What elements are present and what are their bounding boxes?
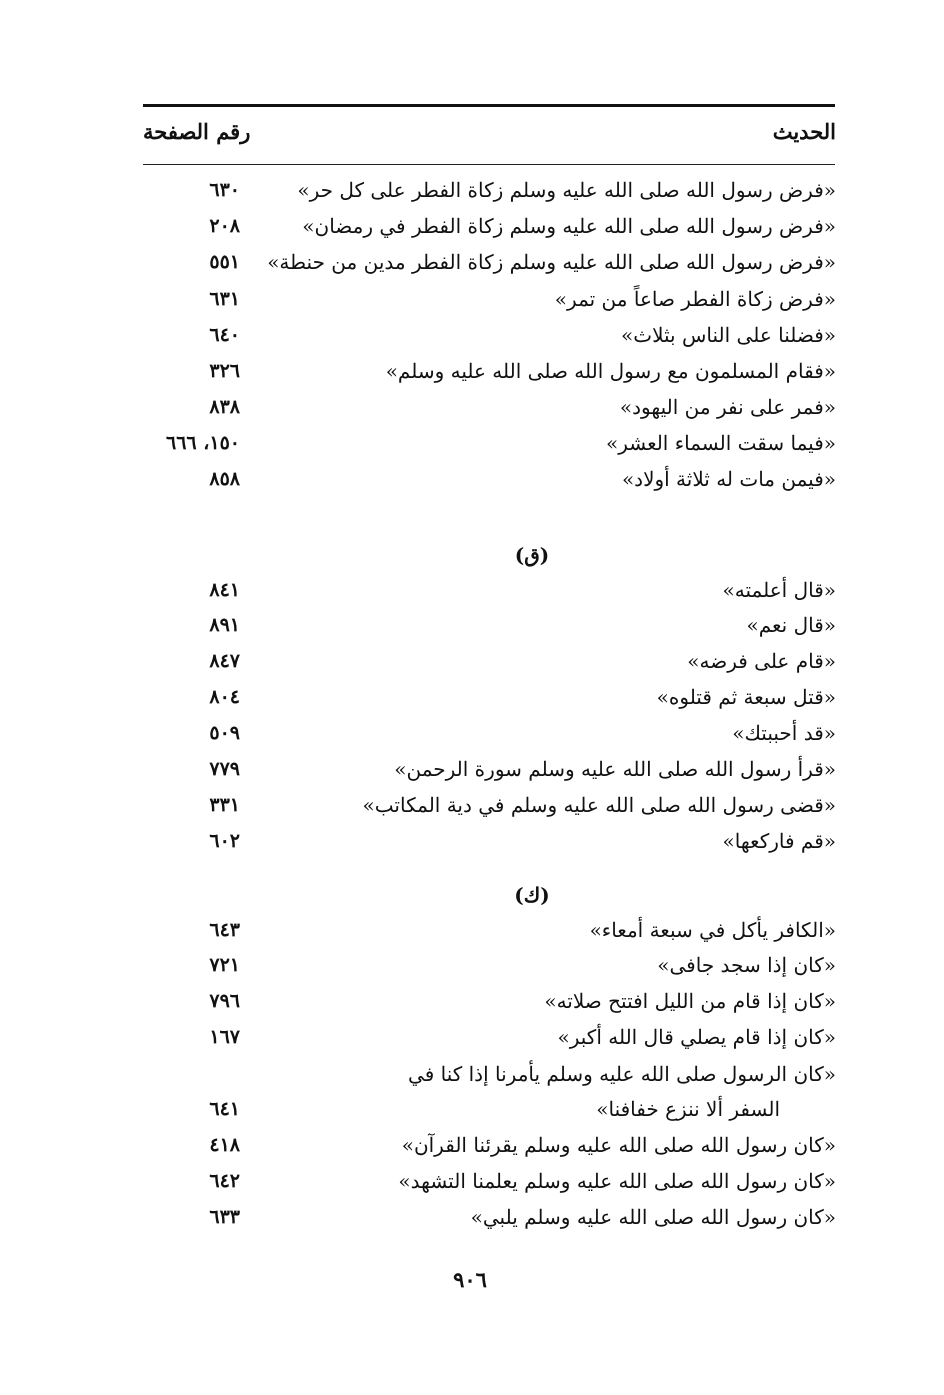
page-reference: ٦٤١ — [209, 1098, 240, 1120]
hadith-text: «الكافر يأكل في سبعة أمعاء» — [589, 918, 836, 942]
page-reference: ٢٠٨ — [209, 215, 240, 237]
page-reference: ٥٥١ — [209, 251, 240, 273]
page-reference: ١٦٧ — [209, 1026, 240, 1048]
index-entry — [130, 751, 836, 787]
hadith-text: «قتل سبعة ثم قتلوه» — [656, 685, 836, 709]
page-reference: ٥٠٩ — [209, 722, 240, 744]
page-reference: ٧٢١ — [209, 954, 240, 976]
page-reference: ٨٣٨ — [209, 396, 240, 418]
column-header-page-number: رقم الصفحة — [143, 119, 251, 144]
page-reference: ٨٥٨ — [209, 468, 240, 490]
hadith-text: «قال نعم» — [746, 613, 836, 637]
index-entry — [130, 1199, 836, 1235]
index-entry — [130, 461, 836, 497]
hadith-text: «كان الرسول صلى الله عليه وسلم يأمرنا إذا كنا في — [408, 1062, 836, 1086]
hadith-text: «كان إذا قام من الليل افتتح صلاته» — [544, 989, 836, 1013]
index-entry — [130, 1163, 836, 1199]
hadith-text: «كان رسول الله صلى الله عليه وسلم يلبي» — [470, 1205, 836, 1229]
hadith-text: «قم فاركعها» — [722, 829, 836, 853]
hadith-text: «قام على فرضه» — [687, 649, 836, 673]
index-entry-continuation — [130, 1091, 836, 1127]
index-entry — [130, 572, 836, 608]
hadith-text: «كان رسول الله صلى الله عليه وسلم يعلمنا التشهد» — [398, 1169, 836, 1193]
page-reference: ٦٤٠ — [209, 324, 240, 346]
section-heading: (ك) — [514, 883, 550, 907]
index-entry — [130, 1127, 836, 1163]
hadith-text: «فمر على نفر من اليهود» — [619, 395, 836, 419]
header-rule — [143, 164, 835, 165]
page-reference: ٦٣٣ — [209, 1206, 240, 1228]
index-entry — [130, 983, 836, 1019]
page-reference: ٦٤٢ — [209, 1170, 240, 1192]
hadith-text: «فقام المسلمون مع رسول الله صلى الله عليه وسلم» — [385, 359, 836, 383]
hadith-text: «فيمن مات له ثلاثة أولاد» — [621, 467, 836, 491]
page-folio-number: ٩٠٦ — [453, 1267, 487, 1292]
hadith-text: «قد أحببتك» — [732, 721, 836, 745]
index-entry — [130, 317, 836, 353]
hadith-text: «فرض رسول الله صلى الله عليه وسلم زكاة الفطر على كل حر» — [297, 178, 836, 202]
hadith-text: «قضى رسول الله صلى الله عليه وسلم في دية المكاتب» — [362, 793, 836, 817]
page-reference: ١٥٠، ٦٦٦ — [166, 432, 240, 454]
page-reference: ٨٩١ — [209, 614, 240, 636]
index-entry — [130, 643, 836, 679]
index-entry-first-line — [130, 1056, 836, 1092]
page-reference: ٦٣١ — [209, 288, 240, 310]
page-reference: ٧٧٩ — [209, 758, 240, 780]
hadith-text: «قرأ رسول الله صلى الله عليه وسلم سورة الرحمن» — [394, 757, 836, 781]
index-entry — [130, 425, 836, 461]
page-reference: ٦٠٢ — [209, 830, 240, 852]
page-reference: ٨٤٧ — [209, 650, 240, 672]
index-entry — [130, 787, 836, 823]
section-heading: (ق) — [514, 543, 550, 567]
hadith-text-continuation: السفر ألا ننزع خفافنا» — [596, 1097, 780, 1121]
hadith-text: «كان إذا قام يصلي قال الله أكبر» — [557, 1025, 836, 1049]
page-reference: ٨٤١ — [209, 579, 240, 601]
hadith-text: «قال أعلمته» — [722, 578, 836, 602]
index-entry — [130, 281, 836, 317]
hadith-text: «فرض رسول الله صلى الله عليه وسلم زكاة الفطر في رمضان» — [302, 214, 836, 238]
index-entry — [130, 389, 836, 425]
index-entry — [130, 1019, 836, 1055]
page-reference: ٤١٨ — [209, 1134, 240, 1156]
page-reference: ٣٣١ — [209, 794, 240, 816]
index-entry — [130, 947, 836, 983]
top-rule — [143, 104, 835, 107]
hadith-text: «فرض زكاة الفطر صاعاً من تمر» — [554, 287, 836, 311]
index-entry — [130, 823, 836, 859]
index-entry — [130, 172, 836, 208]
index-entry — [130, 679, 836, 715]
page-reference: ٣٢٦ — [209, 360, 240, 382]
hadith-text: «فرض رسول الله صلى الله عليه وسلم زكاة الفطر مدين من حنطة» — [267, 250, 836, 274]
hadith-text: «فيما سقت السماء العشر» — [605, 431, 836, 455]
hadith-text: «كان رسول الله صلى الله عليه وسلم يقرئنا القرآن» — [401, 1133, 836, 1157]
index-entry — [130, 353, 836, 389]
column-header-hadith: الحديث — [772, 119, 836, 144]
page-reference: ٨٠٤ — [209, 686, 240, 708]
index-entry — [130, 912, 836, 948]
hadith-text: «فضلنا على الناس بثلاث» — [621, 323, 836, 347]
index-entry — [130, 607, 836, 643]
index-entry — [130, 715, 836, 751]
page-reference: ٦٣٠ — [209, 179, 240, 201]
index-entry — [130, 208, 836, 244]
page-reference: ٧٩٦ — [209, 990, 240, 1012]
index-entry — [130, 244, 836, 280]
page-reference: ٦٤٣ — [209, 919, 240, 941]
hadith-text: «كان إذا سجد جافى» — [657, 953, 836, 977]
